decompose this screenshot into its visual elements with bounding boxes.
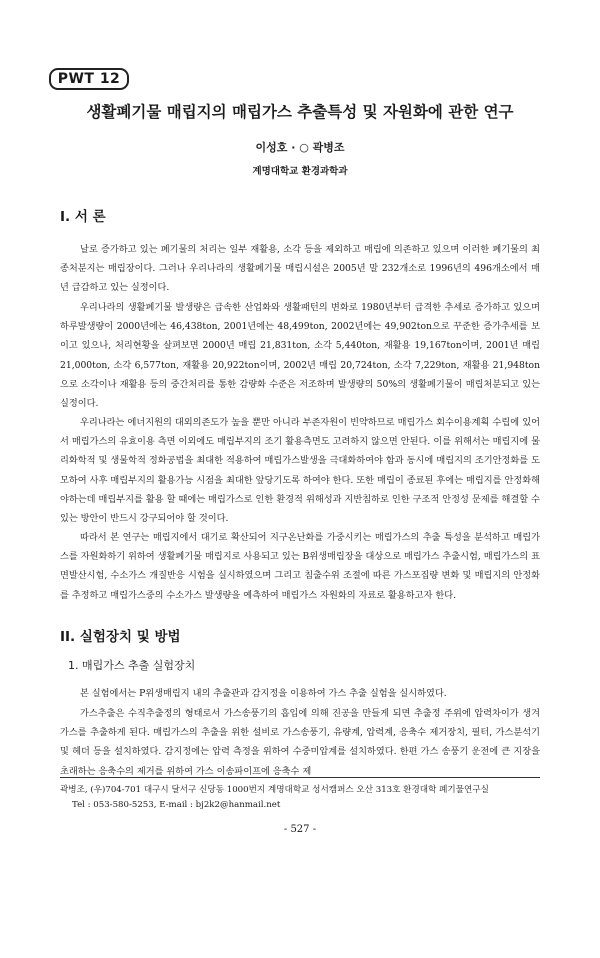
session-code-badge: PWT 12: [49, 68, 129, 90]
intro-paragraph-4: 따라서 본 연구는 매립지에서 대기로 확산되어 지구온난화를 가중시키는 매립가스의 추출 특성을 분석하고 매립가스를 자원화하기 위하여 생활폐기물 매립지로 사용되고 있는 B위생매립장을 대상으로 매립가스 추출시험, 매립가스의 표면발산시험, 수소가스 개질반응 시험을 실시하였으며 그리고 침출수위 조절에 따른 가스포집량 변화 및 매립지의 안정화를 추정하고 매립가스중의 수소가스 발생량을 예측하여 매립가스 자원화의 자료로 활용하고자 한다.: [60, 532, 540, 601]
footnote-address: 곽병조, (우)704-701 대구시 달서구 신당동 1000번지 계명대학교 성서캠퍼스 오산 313호 환경대학 폐기물연구실: [60, 785, 489, 795]
footnote-contact: Tel : 053-580-5253, E-mail : bj2k2@hanmail.net: [72, 800, 281, 810]
methods-paragraph-2: 가스추출은 수직추출정의 형태로서 가스송풍기의 흡입에 의해 진공을 만들게 되면 추출정 주위에 압력차이가 생겨 가스를 추출하게 된다. 매립가스의 추출을 위한 설비로 가스송풍기, 유량계, 압력계, 응축수 제거장치, 필터, 가스분석기 및 헤더 등을 설치하였다. 감지정에는 압력 측정을 위하여 수중미압계를 설치하였다. 한편 가스 송풍기 운전에 큰 지장을 초래하는 응축수의 제거를 위하여 가스 이송파이프에 응축수 제: [60, 708, 540, 777]
author-list: 이성호 · ○ 곽병조: [255, 141, 345, 154]
paper-title: 생활폐기물 매립지의 매립가스 추출특성 및 자원화에 관한 연구: [86, 103, 514, 121]
intro-paragraph-1: 날로 증가하고 있는 폐기물의 처리는 일부 재활용, 소각 등을 제외하고 매립에 의존하고 있으며 이러한 폐기물의 최종처분지는 매립장이다. 그러나 우리나라의 생활폐기물 매립시설은 2005년 말 232개소로 1996년의 496개소에서 매년 급감하고 있는 실정이다.: [60, 244, 540, 294]
section-heading-methods: II. 실험장치 및 방법: [60, 629, 181, 645]
section-heading-introduction: I. 서 론: [60, 209, 106, 225]
intro-paragraph-3: 우리나라는 에너지원의 대외의존도가 높을 뿐만 아니라 부존자원이 빈약하므로 매립가스 회수이용계획 수립에 있어서 매립가스의 유효이용 측면 이외에도 매립부지의 조기 활용측면도 고려하지 않으면 안된다. 이를 위해서는 매립지에 물리화학적 및 생물학적 정화공법을 최대한 적용하여 매립가스발생을 극대화하여야 함과 동시에 매립지의 조기안정화를 도모하여 사후 매립부지의 활용가능 시점을 최대한 앞당기도록 하여야 한다. 또한 매립이 종료된 후에는 매립지를 안정화해야하는데 매립부지를 활용 할 때에는 매립가스로 인한 환경적 위해성과 지반침하로 인한 구조적 안정성 문제를 해결할 수 있는 방안이 반드시 강구되어야 할 것이다.: [60, 417, 540, 525]
intro-paragraph-2: 우리나라의 생활폐기물 발생량은 급속한 산업화와 생활패턴의 변화로 1980년부터 급격한 추세로 증가하고 있으며 하루발생량이 2000년에는 46,438ton, 2001년에는 48,499ton, 2002년에는 49,902ton으로 꾸준한 증가추세를 보이고 있으나, 처리현황을 살펴보면 2000년 매립 21,831ton, 소각 5,440ton, 재활용 19,167ton이며, 2001년 매립 21,000ton, 소각 6,577ton, 재활용 20,922ton이며, 2002년 매립 20,724ton, 소각 7,229ton, 재활용 21,948ton으로 소각이나 재활용 등의 중간처리를 통한 감량화 수준은 저조하며 발생량의 50%의 생활폐기물이 매립처분되고 있는 실정이다.: [60, 302, 540, 410]
methods-paragraph-1: 본 실험에서는 P위생매립지 내의 추출관과 감지정을 이용하여 가스 추출 실험을 실시하였다.: [80, 688, 447, 699]
footnote-divider: [60, 777, 540, 778]
page-number: - 527 -: [283, 824, 317, 835]
affiliation: 계명대학교 환경과학과: [252, 166, 348, 177]
subsection-heading-apparatus: 1. 매립가스 추출 실험장치: [68, 659, 196, 672]
